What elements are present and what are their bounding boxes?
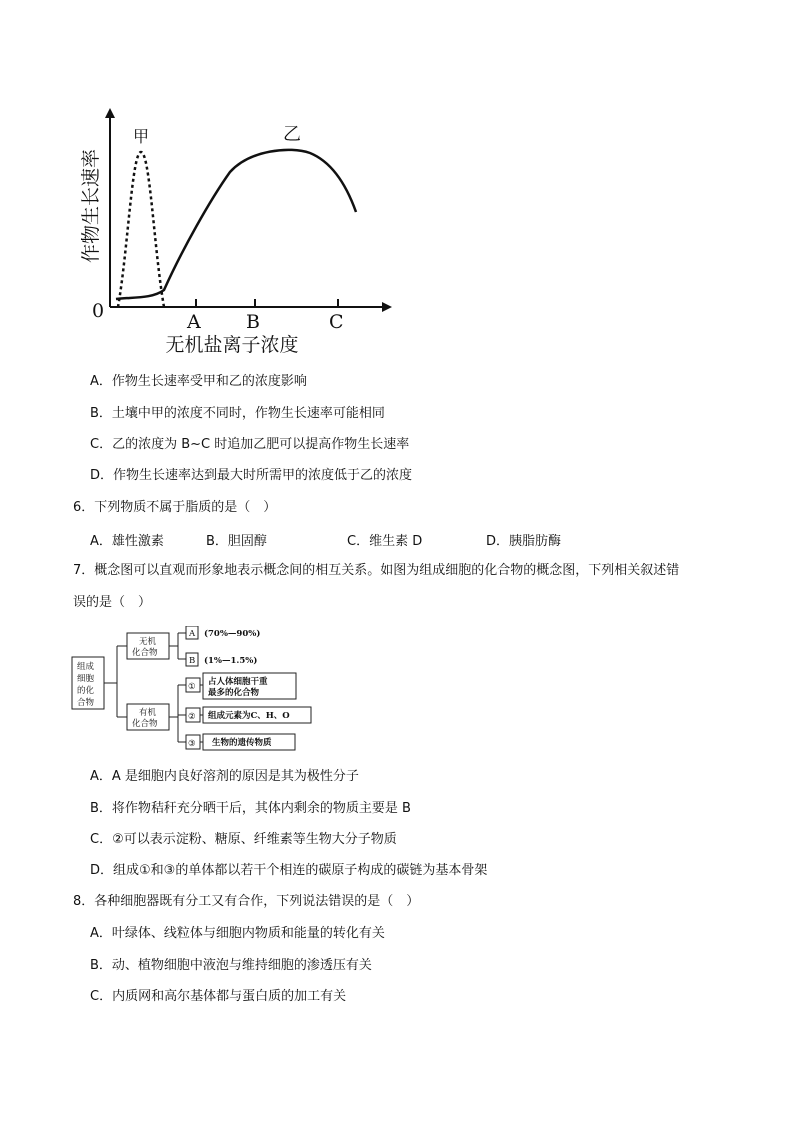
organic-label-1: 有机 bbox=[139, 708, 157, 718]
q7-option-b: B．将作物秸秆充分晒干后，其体内剩余的物质主要是 B bbox=[90, 801, 411, 816]
curve-yi bbox=[116, 150, 356, 299]
organic-label-2: 化合物 bbox=[132, 719, 158, 729]
box-1-text-1: 占人体细胞干重 bbox=[208, 677, 268, 687]
growth-rate-graph bbox=[70, 100, 400, 362]
q6-option-b: B．胆固醇 bbox=[206, 534, 267, 549]
box-1-text-2: 最多的化合物 bbox=[208, 688, 260, 698]
q6-stem: 6．下列物质不属于脂质的是（ ） bbox=[73, 500, 277, 515]
tick-label-c: C bbox=[329, 311, 344, 333]
curve-jia bbox=[118, 152, 164, 307]
q7-option-c: C．②可以表示淀粉、糖原、纤维素等生物大分子物质 bbox=[90, 832, 397, 847]
box-3-text: 生物的遗传物质 bbox=[212, 738, 272, 748]
root-label-4: 合物 bbox=[77, 698, 95, 708]
q5-option-a: A．作物生长速率受甲和乙的浓度影响 bbox=[90, 374, 307, 389]
q8-option-a: A．叶绿体、线粒体与细胞内物质和能量的转化有关 bbox=[90, 926, 385, 941]
q7-option-a: A．A 是细胞内良好溶剂的原因是其为极性分子 bbox=[90, 769, 359, 784]
box-3-label: ③ bbox=[188, 739, 196, 749]
inorganic-label-1: 无机 bbox=[139, 637, 157, 647]
q6-options bbox=[90, 530, 690, 548]
origin-label: 0 bbox=[92, 300, 105, 322]
y-axis-label: 作物生长速率 bbox=[80, 148, 102, 264]
box-2-text: 组成元素为C、H、O bbox=[208, 711, 290, 721]
q6-option-d: D．胰脂肪酶 bbox=[486, 534, 562, 549]
tick-label-b: B bbox=[246, 311, 260, 333]
box-a-label: A bbox=[189, 629, 196, 639]
root-label-2: 细胞 bbox=[77, 674, 95, 684]
box-2-label: ② bbox=[188, 712, 196, 722]
q5-option-c: C．乙的浓度为 B~C 时追加乙肥可以提高作物生长速率 bbox=[90, 437, 410, 452]
q7-stem-line1: 7．概念图可以直观而形象地表示概念间的相互关系。如图为组成细胞的化合物的概念图，下列相关叙述错 bbox=[73, 563, 680, 578]
q8-stem: 8．各种细胞器既有分工又有合作，下列说法错误的是（ ） bbox=[73, 894, 420, 909]
q7-stem-line2: 误的是（ ） bbox=[73, 595, 152, 610]
root-label-3: 的化 bbox=[77, 686, 95, 696]
q8-option-b: B．动、植物细胞中液泡与维持细胞的渗透压有关 bbox=[90, 958, 372, 973]
q6-option-a: A．雄性激素 bbox=[90, 534, 164, 549]
box-1-label: ① bbox=[188, 682, 196, 692]
q8-option-c: C．内质网和高尔基体都与蛋白质的加工有关 bbox=[90, 989, 347, 1004]
curve-yi-label: 乙 bbox=[283, 124, 301, 145]
compound-concept-map bbox=[70, 626, 330, 756]
box-a-text: (70%—90%) bbox=[204, 629, 261, 639]
root-label-1: 组成 bbox=[77, 662, 95, 672]
q5-option-b: B．土壤中甲的浓度不同时，作物生长速率可能相同 bbox=[90, 406, 385, 421]
x-axis-label: 无机盐离子浓度 bbox=[165, 334, 299, 356]
box-b-text: (1%—1.5%) bbox=[204, 656, 258, 666]
curve-jia-label: 甲 bbox=[133, 127, 150, 146]
q6-option-c: C．维生素 D bbox=[347, 534, 423, 549]
inorganic-label-2: 化合物 bbox=[132, 648, 158, 658]
box-b-label: B bbox=[189, 656, 196, 666]
q5-option-d: D．作物生长速率达到最大时所需甲的浓度低于乙的浓度 bbox=[90, 468, 413, 483]
tick-label-a: A bbox=[187, 311, 201, 333]
q7-option-d: D．组成①和③的单体都以若干个相连的碳原子构成的碳链为基本骨架 bbox=[90, 863, 488, 878]
